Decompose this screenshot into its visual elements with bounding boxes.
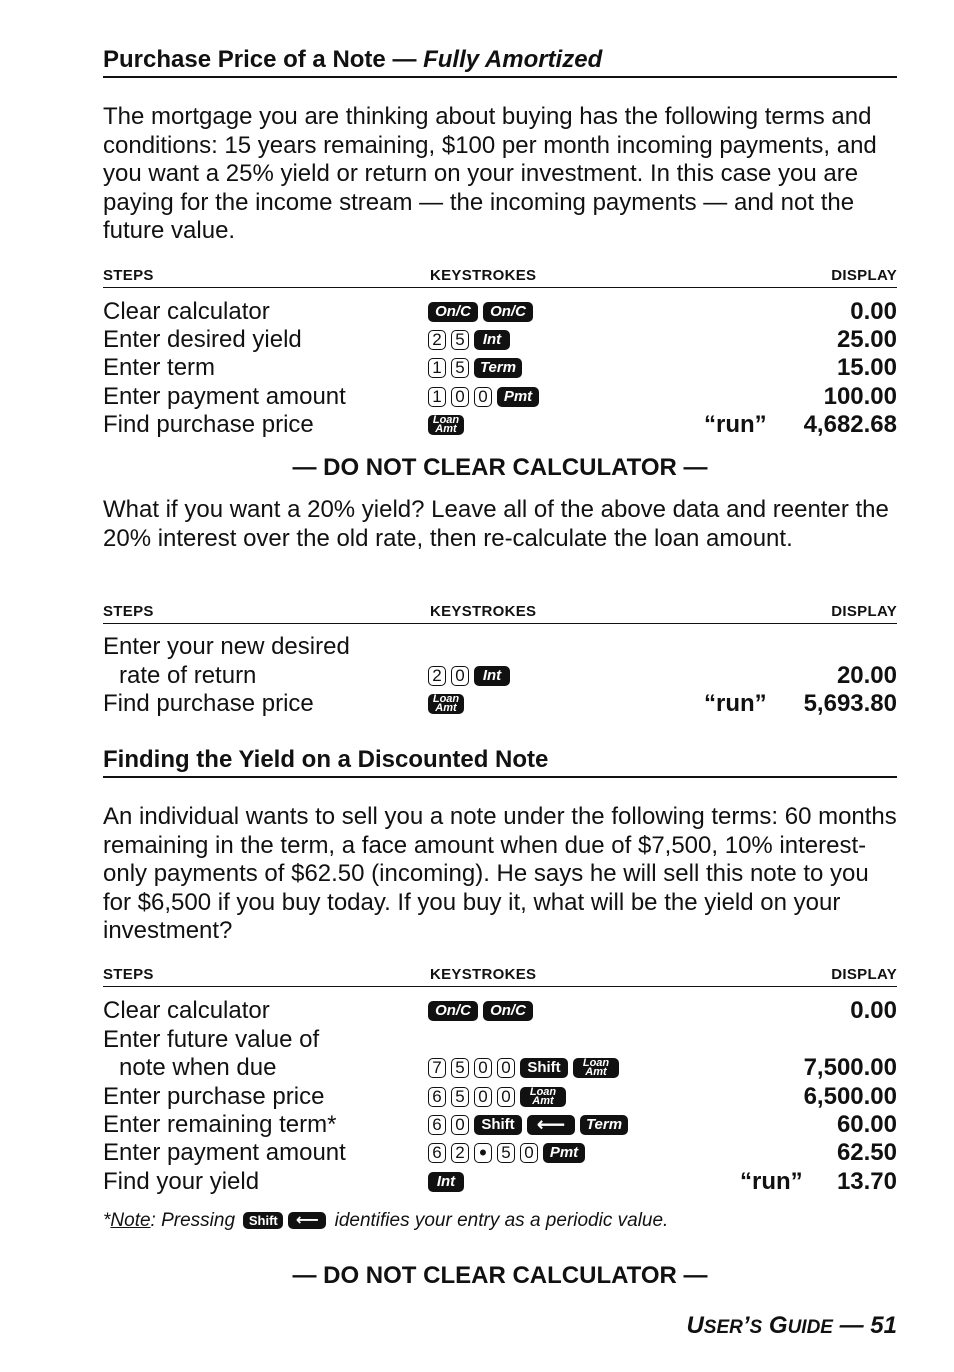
section-title-main: Purchase Price of a Note —: [103, 46, 424, 73]
table-row: [103, 326, 897, 355]
step-label: Enter remaining term*: [103, 1111, 337, 1138]
digit-key-icon: 1: [428, 358, 446, 378]
digit-key-icon: 2: [428, 666, 446, 686]
digit-key-icon: 6: [428, 1115, 446, 1135]
footnote-note-word: Note: [110, 1210, 151, 1231]
keystrokes: [428, 694, 464, 714]
display-value: 15.00: [836, 354, 897, 381]
onc-key-icon: On/C: [483, 1001, 533, 1021]
digit-key-icon: 5: [451, 330, 469, 350]
digit-key-icon: 5: [451, 1058, 469, 1078]
footer-ser: SER: [703, 1317, 743, 1338]
display-header: DISPLAY: [831, 966, 897, 983]
loan-amt-key-icon: [573, 1058, 619, 1078]
run-indicator: “run”: [740, 1168, 803, 1195]
keystrokes: [428, 330, 510, 350]
run-indicator: “run”: [704, 690, 767, 717]
digit-key-icon: 5: [451, 1087, 469, 1107]
section-title-yield: Finding the Yield on a Discounted Note: [103, 746, 897, 778]
loan-key-bottom: Amt: [435, 702, 457, 714]
footnote-prefix: : Pressing: [150, 1210, 236, 1231]
digit-key-icon: 5: [451, 358, 469, 378]
display-value: 20.00: [836, 662, 897, 689]
loan-key-top: Loan: [582, 1057, 610, 1069]
table-row: [103, 690, 897, 719]
footer-apos: ’: [742, 1312, 750, 1339]
step-label: Enter purchase price: [103, 1083, 325, 1110]
digit-key-icon: 0: [451, 387, 469, 407]
decimal-key-icon: •: [474, 1143, 492, 1163]
loan-amt-key-icon: [520, 1087, 566, 1107]
loan-key-top: Loan: [432, 693, 460, 705]
loan-amt-key-icon: [428, 694, 464, 714]
table-row: [103, 383, 897, 412]
keystrokes-header: KEYSTROKES: [430, 267, 537, 284]
table-row: [103, 1168, 897, 1197]
digit-key-icon: 0: [451, 666, 469, 686]
keystrokes: [428, 1087, 566, 1107]
step-label: Enter desired yield: [103, 326, 302, 353]
table-row: [103, 662, 897, 691]
step-label: Enter payment amount: [103, 383, 346, 410]
table-row: [103, 411, 897, 440]
left-arrow-key-icon: ⟵: [288, 1212, 326, 1229]
keystrokes: [428, 1140, 585, 1165]
table-row: [103, 633, 897, 662]
pmt-key-icon: Pmt: [543, 1143, 585, 1163]
display-value: 100.00: [823, 383, 897, 410]
display-value: 4,682.68: [803, 411, 897, 438]
display-header: DISPLAY: [831, 267, 897, 284]
do-not-clear-banner: — DO NOT CLEAR CALCULATOR —: [292, 454, 708, 481]
digit-key-icon: 6: [428, 1143, 446, 1163]
footer-u: U: [686, 1312, 704, 1339]
display-value: 13.70: [836, 1168, 897, 1195]
loan-amt-key-icon: [428, 415, 464, 435]
digit-key-icon: 0: [451, 1115, 469, 1135]
footer-s: S: [749, 1317, 763, 1338]
table-header: [103, 603, 897, 624]
display-value: 60.00: [836, 1111, 897, 1138]
step-label: Enter your new desired: [103, 633, 350, 660]
intro-paragraph: The mortgage you are thinking about buying has the following terms and conditions: 15 years remaining, $100 per month incoming payments, and you want a 25% yield or return on your investment. In this case you are paying for the income stream — the incoming payments — and not the future value.: [103, 103, 877, 245]
step-label: Find purchase price: [103, 690, 314, 717]
step-label: Clear calculator: [103, 997, 270, 1024]
step-label: Find purchase price: [103, 411, 314, 438]
keystrokes-header: KEYSTROKES: [430, 603, 537, 620]
keystrokes: [428, 1058, 619, 1078]
onc-key-icon: On/C: [428, 1001, 478, 1021]
keystrokes: [428, 387, 539, 407]
step-label: Enter term: [103, 354, 216, 381]
onc-key-icon: On/C: [483, 302, 533, 322]
keystrokes: [428, 415, 464, 435]
display-value: 6,500.00: [803, 1083, 897, 1110]
what-if-paragraph: What if you want a 20% yield? Leave all of the above data and reenter the 20% interest over the old rate, then re-calculate the loan amount.: [103, 496, 889, 552]
table-row: [103, 1083, 897, 1112]
section-title-emphasis: Fully Amortized: [423, 46, 603, 73]
display-header: DISPLAY: [831, 603, 897, 620]
footnote-suffix: identifies your entry as a periodic value.: [334, 1210, 669, 1231]
shift-key-icon: Shift: [243, 1212, 283, 1229]
keystrokes: [428, 358, 522, 378]
footnote-keys: [243, 1212, 326, 1229]
footer-g: G: [762, 1312, 788, 1339]
term-key-icon: Term: [474, 358, 522, 378]
table-row: [103, 1111, 897, 1140]
onc-key-icon: On/C: [428, 302, 478, 322]
digit-key-icon: 0: [474, 1087, 492, 1107]
table-row: [103, 1054, 897, 1083]
display-value: 62.50: [836, 1139, 897, 1166]
step-label: Find your yield: [103, 1168, 260, 1195]
step-label: rate of return: [119, 662, 257, 689]
table-row: [103, 298, 897, 327]
steps-header: STEPS: [103, 267, 154, 284]
digit-key-icon: 0: [474, 1058, 492, 1078]
digit-key-icon: 0: [497, 1058, 515, 1078]
step-label: note when due: [119, 1054, 277, 1081]
table-header: [103, 267, 897, 288]
display-value: 25.00: [836, 326, 897, 353]
footer-page-number: — 51: [832, 1312, 897, 1339]
loan-key-bottom: Amt: [435, 423, 457, 435]
int-key-icon: Int: [428, 1172, 464, 1192]
footnote-star: *: [103, 1210, 111, 1231]
step-label: Enter future value of: [103, 1026, 320, 1053]
loan-key-top: Loan: [432, 414, 460, 426]
table-header: [103, 966, 897, 987]
footnote: [103, 1210, 897, 1232]
footer-uide: UIDE: [787, 1317, 833, 1338]
page-footer: [497, 1312, 897, 1342]
keystrokes: [428, 1001, 533, 1021]
digit-key-icon: 5: [497, 1143, 515, 1163]
keystrokes: [428, 302, 533, 322]
table-row: [103, 354, 897, 383]
section-title-purchase-price: [103, 46, 897, 78]
keystrokes-header: KEYSTROKES: [430, 966, 537, 983]
pmt-key-icon: Pmt: [497, 387, 539, 407]
step-label: Clear calculator: [103, 298, 270, 325]
run-indicator: “run”: [704, 411, 767, 438]
digit-key-icon: 2: [451, 1143, 469, 1163]
digit-key-icon: 7: [428, 1058, 446, 1078]
keystrokes: [428, 666, 510, 686]
digit-key-icon: 0: [520, 1143, 538, 1163]
display-value: 0.00: [850, 997, 897, 1024]
shift-key-icon: Shift: [474, 1115, 522, 1135]
digit-key-icon: 6: [428, 1087, 446, 1107]
loan-key-bottom: Amt: [585, 1066, 607, 1078]
digit-key-icon: 1: [428, 387, 446, 407]
step-label: Enter payment amount: [103, 1139, 346, 1166]
digit-key-icon: 0: [497, 1087, 515, 1107]
term-key-icon: Term: [580, 1115, 628, 1135]
int-key-icon: Int: [474, 330, 510, 350]
loan-key-bottom: Amt: [532, 1095, 554, 1107]
table-row: [103, 1026, 897, 1055]
display-value: 0.00: [850, 298, 897, 325]
int-key-icon: Int: [474, 666, 510, 686]
discounted-note-paragraph: An individual wants to sell you a note under the following terms: 60 months remaining in the term, a face amount when due of $7,500, 10% interest-only payments of $62.50 (incoming). He says he will sell this note to you for $6,500 if you buy today. If you buy it, what will be the yield on your investment?: [103, 803, 897, 945]
loan-key-top: Loan: [529, 1086, 557, 1098]
table-row: [103, 997, 897, 1026]
digit-key-icon: 2: [428, 330, 446, 350]
display-value: 7,500.00: [803, 1054, 897, 1081]
keystrokes: [428, 1115, 628, 1135]
left-arrow-key-icon: ⟵: [527, 1115, 575, 1135]
keystrokes: [428, 1172, 464, 1192]
digit-key-icon: 0: [474, 387, 492, 407]
display-value: 5,693.80: [803, 690, 897, 717]
steps-header: STEPS: [103, 966, 154, 983]
do-not-clear-banner: — DO NOT CLEAR CALCULATOR —: [292, 1262, 708, 1289]
table-row: [103, 1139, 897, 1168]
shift-key-icon: Shift: [520, 1058, 568, 1078]
steps-header: STEPS: [103, 603, 154, 620]
